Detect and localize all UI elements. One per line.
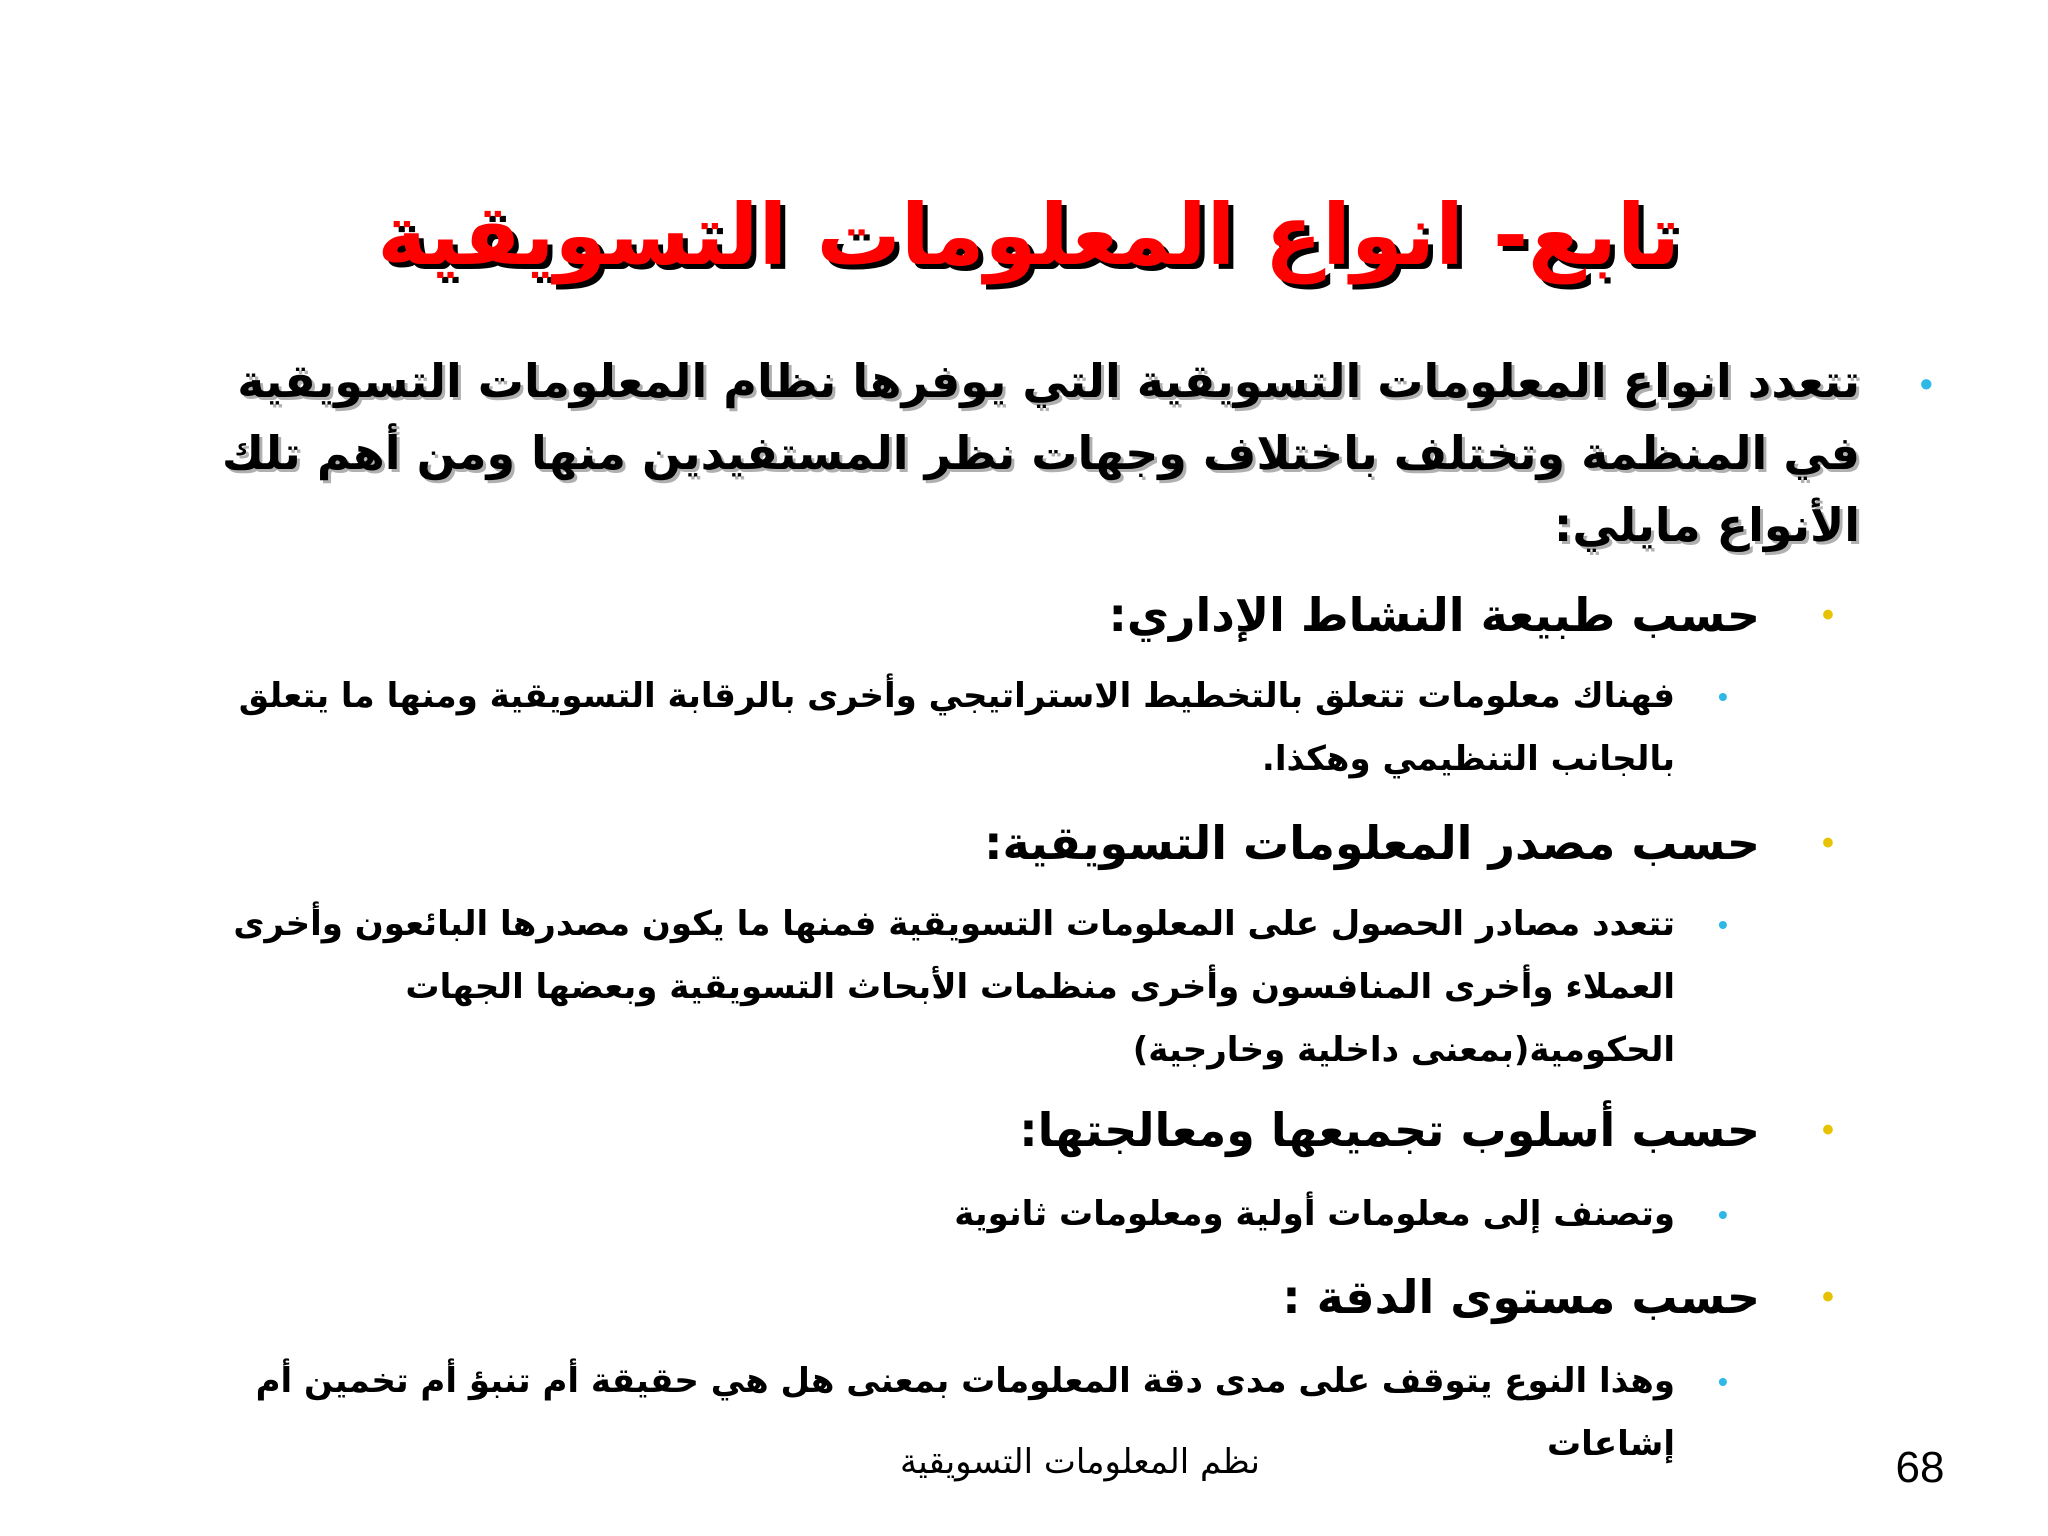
section-2-heading: حسب مصدر المعلومات التسويقية:	[984, 816, 1760, 870]
section-4-heading: حسب مستوى الدقة :	[1282, 1270, 1760, 1324]
slide-title: تابع- انواع المعلومات التسويقية	[377, 186, 1680, 284]
section-1-heading: حسب طبيعة النشاط الإداري:	[1108, 588, 1760, 642]
intro-bullet: •	[1920, 363, 1933, 404]
section-4-detail: وهذا النوع يتوقف على مدى دقة المعلومات بمعنى هل هي حقيقة أم تنبؤ أم تخمين أم إشاعات	[255, 1361, 1675, 1464]
section-1-bullet: •	[1822, 596, 1834, 634]
section-1-detail: فهناك معلومات تتعلق بالتخطيط الاستراتيجي وأخرى بالرقابة التسويقية ومنها ما يتعلق بالجانب التنظيمي وهكذا.	[238, 676, 1675, 779]
section-3-bullet: •	[1822, 1111, 1834, 1149]
section-4-bullet: •	[1822, 1278, 1834, 1316]
section-1-detail-bullet: •	[1718, 681, 1728, 712]
section-3-detail-bullet: •	[1718, 1199, 1728, 1230]
section-2-detail: تتعدد مصادر الحصول على المعلومات التسويقية فمنها ما يكون مصدرها البائعون وأخرى العملاء وأخرى المنافسون وأخرى منظمات الأبحاث التسويقية وبعضها الجهات الحكومية(بمعنى داخلية وخارجية)	[233, 904, 1675, 1070]
footer-text: نظم المعلومات التسويقية	[900, 1442, 1260, 1482]
section-2-detail-bullet: •	[1718, 909, 1728, 940]
section-4-detail-bullet: •	[1718, 1366, 1728, 1397]
intro-paragraph: تتعدد انواع المعلومات التسويقية التي يوفرها نظام المعلومات التسويقية في المنظمة وتختلف باختلاف وجهات نظر المستفيدين منها ومن أهم تلك الأنواع مايلي:	[221, 354, 1860, 552]
section-3-heading: حسب أسلوب تجميعها ومعالجتها:	[1019, 1103, 1760, 1157]
section-2-bullet: •	[1822, 824, 1834, 862]
page-number: 68	[1895, 1443, 1945, 1492]
section-3-detail: وتصنف إلى معلومات أولية ومعلومات ثانوية	[954, 1194, 1675, 1234]
